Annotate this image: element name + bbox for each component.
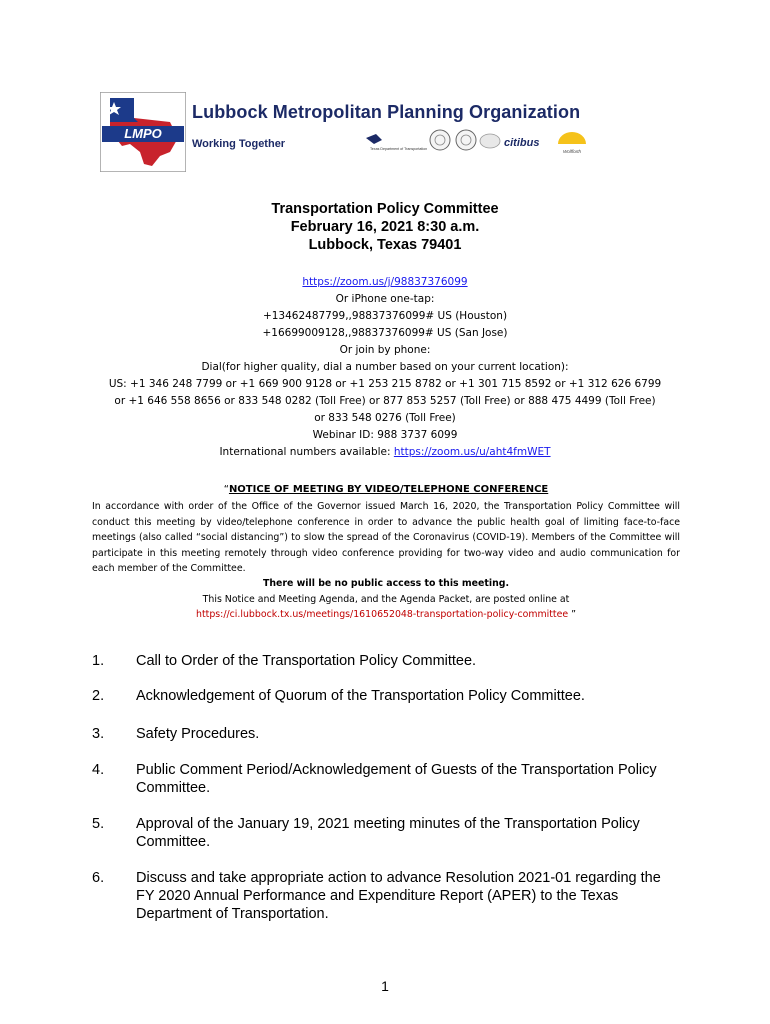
agenda-item-text: Public Comment Period/Acknowledgement of Guests of the Transportation Policy Committee.	[136, 762, 657, 796]
txdot-logo	[366, 134, 427, 151]
intl-label: International numbers available:	[219, 446, 394, 458]
meeting-location: Lubbock, Texas 79401	[308, 237, 462, 253]
houston-number: +13462487799,,98837376099# US (Houston)	[262, 310, 508, 322]
sanjose-number: +16699009128,,98837376099# US (San Jose)	[262, 327, 508, 339]
svg-text:Wolfforth: Wolfforth	[562, 149, 582, 154]
letterhead	[100, 92, 660, 172]
tagline: Working Together	[192, 138, 286, 150]
agenda-item-text: Acknowledgement of Quorum of the Transportation Policy Committee.	[136, 688, 585, 704]
citibus-logo	[504, 137, 539, 149]
agenda-item-number: 2.	[92, 688, 105, 704]
county-seal-icon	[456, 130, 476, 150]
org-name: Lubbock Metropolitan Planning Organization	[192, 102, 581, 122]
svg-text:citibus: citibus	[504, 137, 540, 149]
notice-body: In accordance with order of the Office of the Governor issued March 16, 2020, the Transportation Policy Committee will conduct this meeting by video/telephone conference in order to advance the public health goal of limiting face-to-face meetings (also called “social distancing”) to slow the spread of the Coronavirus (COVID-19). Members of the Committee will participate in this meeting remotely through video conference providing for two-way video and audio communication for each member of the Committee.	[92, 501, 680, 575]
agenda-item-text: Approval of the January 19, 2021 meeting minutes of the Transportation Policy Committee.	[136, 816, 640, 850]
page-number: 1	[381, 978, 389, 994]
us-numbers-line-1: US: +1 346 248 7799 or +1 669 900 9128 or +1 253 215 8782 or +1 301 715 8592 or +1 312 626 6799	[108, 378, 662, 390]
webinar-id: Webinar ID: 988 3737 6099	[312, 429, 458, 441]
close-quote: ”	[568, 609, 576, 621]
intl-numbers-link[interactable]: https://zoom.us/u/aht4fmWET	[393, 446, 551, 458]
committee-name: Transportation Policy Committee	[271, 201, 499, 217]
agenda-item-number: 6.	[92, 870, 105, 886]
open-quote: “	[223, 484, 229, 495]
agenda-packet-link[interactable]: https://ci.lubbock.tx.us/meetings/1610652048-transportation-policy-committee	[196, 609, 569, 621]
posted-online-text: This Notice and Meeting Agenda, and the Agenda Packet, are posted online at	[202, 593, 570, 605]
agenda-item-text: Discuss and take appropriate action to advance Resolution 2021-01 regarding the FY 2020 Annual Performance and Expenditure Report (APER) to the Texas Department of Transportation.	[136, 870, 661, 922]
svg-text:LMPO: LMPO	[124, 126, 162, 141]
wolfforth-logo	[558, 132, 586, 154]
svg-text:Texas Department of Transporta: Texas Department of Transportation	[370, 147, 428, 151]
dial-label: Dial(for higher quality, dial a number based on your current location):	[201, 361, 569, 373]
us-numbers-line-3: or 833 548 0276 (Toll Free)	[314, 412, 456, 424]
iphone-label: Or iPhone one-tap:	[335, 293, 435, 305]
agenda-item-number: 4.	[92, 762, 105, 778]
no-public-access: There will be no public access to this meeting.	[262, 578, 510, 590]
notice-title	[92, 482, 680, 497]
meeting-notice	[92, 482, 680, 623]
notice-title-text: NOTICE OF MEETING BY VIDEO/TELEPHONE CONFERENCE	[228, 484, 549, 495]
city-seal-icon	[430, 130, 450, 150]
agenda-item-number: 5.	[92, 816, 105, 832]
agenda-item-text: Call to Order of the Transportation Policy Committee.	[136, 653, 477, 669]
meeting-date-time: February 16, 2021 8:30 a.m.	[290, 219, 480, 235]
agenda-item-text: Safety Procedures.	[136, 726, 260, 742]
partner-logos	[362, 128, 592, 158]
meeting-heading	[0, 200, 770, 254]
agenda-item-number: 3.	[92, 726, 105, 742]
agenda-item-number: 1.	[92, 653, 105, 669]
phone-label: Or join by phone:	[339, 344, 431, 356]
community-logo	[480, 134, 500, 148]
us-numbers-line-2: or +1 646 558 8656 or 833 548 0282 (Toll Free) or 877 853 5257 (Toll Free) or 888 475 4499 (Toll Free)	[114, 395, 656, 407]
lmpo-logo	[100, 92, 186, 172]
zoom-link[interactable]: https://zoom.us/j/98837376099	[302, 276, 468, 288]
zoom-info	[60, 274, 710, 461]
